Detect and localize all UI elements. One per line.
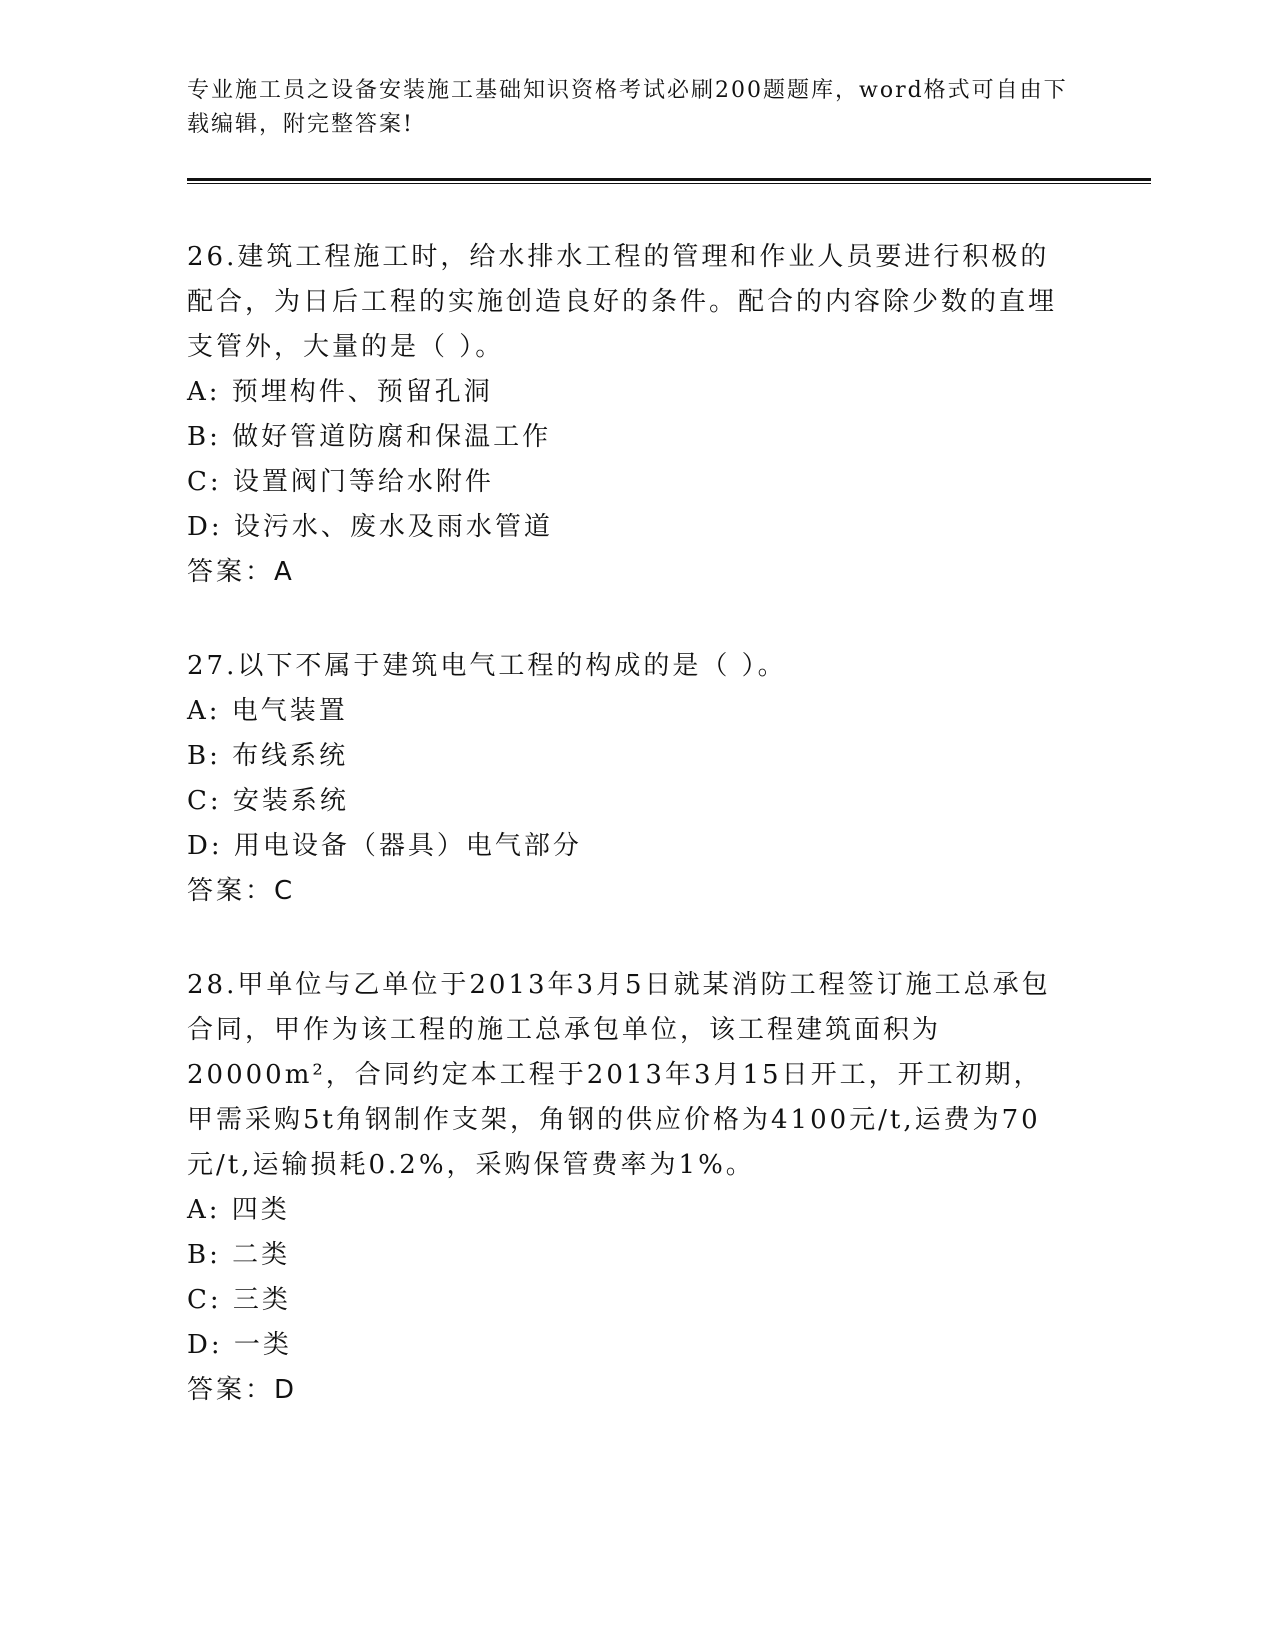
answer: 答案：A: [187, 557, 295, 587]
option-c: C: 三类: [187, 1285, 291, 1315]
option-b: B: 布线系统: [187, 741, 349, 771]
header-divider-thick: [187, 178, 1151, 181]
header-divider-thin: [187, 183, 1151, 184]
answer: 答案：C: [187, 876, 296, 906]
option-b: B: 二类: [187, 1240, 291, 1270]
question-stem: 27.以下不属于建筑电气工程的构成的是（ ）。: [187, 651, 787, 681]
question-stem: 26.建筑工程施工时，给水排水工程的管理和作业人员要进行积极的配合，为日后工程的实施创造良好的条件。配合的内容除少数的直埋支管外，大量的是（ ）。: [187, 242, 1058, 362]
option-a: A: 预埋构件、预留孔洞: [187, 377, 493, 407]
question-stem: 28.甲单位与乙单位于2013年3月5日就某消防工程签订施工总承包合同，甲作为该工程的施工总承包单位，该工程建筑面积为20000m²，合同约定本工程于2013年3月15日开工，开工初期，甲需采购5t角钢制作支架，角钢的供应价格为4100元/t,运费为70元/t,运输损耗0.2%，采购保管费率为1%。: [187, 970, 1051, 1180]
option-d: D: 一类: [187, 1330, 292, 1360]
option-a: A: 四类: [187, 1195, 290, 1225]
option-c: C: 设置阀门等给水附件: [187, 467, 494, 497]
option-a: A: 电气装置: [187, 696, 348, 726]
document-header: 专业施工员之设备安装施工基础知识资格考试必刷200题题库，word格式可自由下载编辑，附完整答案!: [187, 78, 1068, 137]
option-d: D: 设污水、废水及雨水管道: [187, 512, 553, 542]
question-26: [187, 235, 1067, 595]
option-b: B: 做好管道防腐和保温工作: [187, 422, 552, 452]
question-27: [187, 644, 1067, 914]
answer: 答案：D: [187, 1375, 298, 1405]
option-c: C: 安装系统: [187, 786, 349, 816]
option-d: D: 用电设备（器具）电气部分: [187, 831, 582, 861]
question-28: [187, 963, 1067, 1413]
